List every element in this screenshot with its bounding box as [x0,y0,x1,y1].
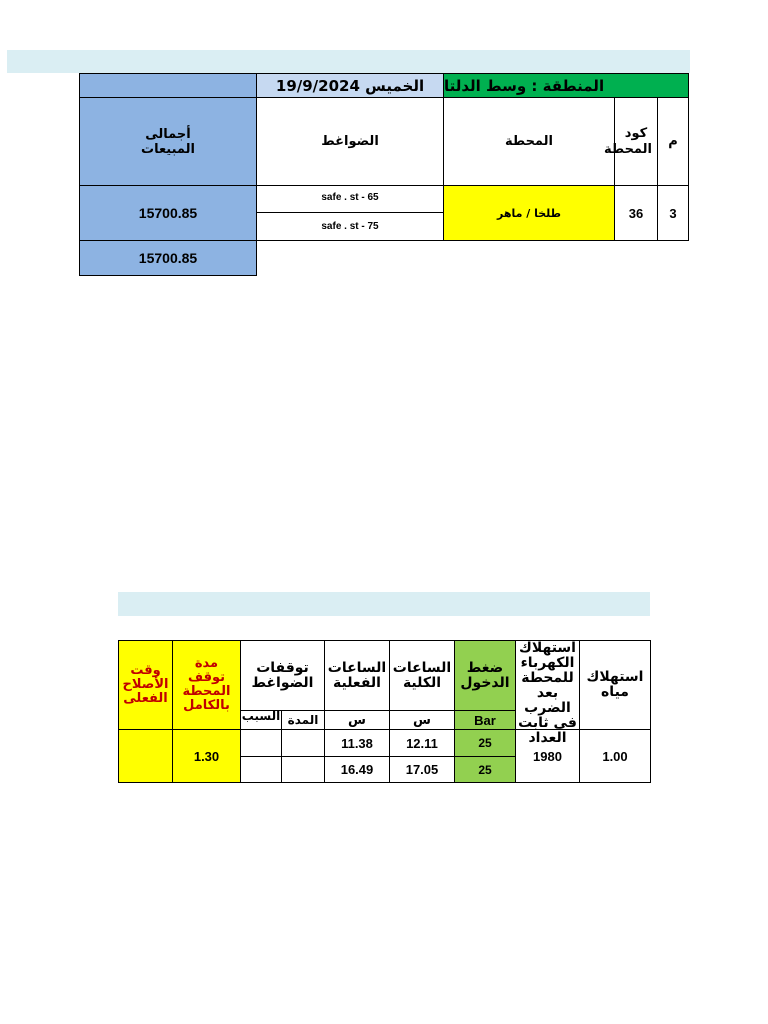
header-actual-hours: الساعات الفعلية [324,640,390,711]
header-total-hours: الساعات الكلية [389,640,455,711]
total-sales-value: 15700.85 [79,185,257,241]
pump-stop-reason-1 [240,729,282,757]
inlet-pressure-2: 25 [454,756,516,783]
header-electricity: استهلاك الكهرباء للمحطة بعد الضرب فى ثابت العداد [515,640,580,730]
pump-stop-duration-2 [281,756,325,783]
actual-hours-1: 11.38 [324,729,390,757]
electricity-value: 1980 [515,729,580,783]
station-code-value: 36 [614,185,658,241]
header-inlet-pressure: ضغط الدخول [454,640,516,711]
header-total-sales: أجمالى المبيعات [79,97,257,186]
serial-value: 3 [657,185,689,241]
header-station-code: كود المحطة [614,97,658,186]
unit-actual-hours: س [324,710,390,730]
middle-band [118,592,650,616]
station-name: طلخا / ماهر [443,185,615,241]
unit-inlet-pressure: Bar [454,710,516,730]
header-repair-time: وقت الأصلاح الفعلى [118,640,173,730]
header-full-stop: مدة توقف المحطة بالكامل [172,640,241,730]
header-station: المحطة [443,97,615,186]
unit-total-hours: س [389,710,455,730]
title-blank-cell [79,73,257,98]
water-value: 1.00 [579,729,651,783]
header-water: استهلاك مياه [579,640,651,730]
top-band [7,50,690,73]
total-hours-2: 17.05 [389,756,455,783]
pump-stop-reason-2 [240,756,282,783]
header-serial: م [657,97,689,186]
header-pump-stops-reason: السبب [240,710,282,730]
pump-1: safe . st - 65 [256,185,444,213]
grand-total-value: 15700.85 [79,240,257,276]
inlet-pressure-1: 25 [454,729,516,757]
header-pump-stops: توقفات الضواغط [240,640,325,711]
pump-2: safe . st - 75 [256,212,444,241]
pump-stop-duration-1 [281,729,325,757]
report-date: الخميس 19/9/2024 [256,73,444,98]
header-pumps: الضواغط [256,97,444,186]
total-hours-1: 12.11 [389,729,455,757]
actual-hours-2: 16.49 [324,756,390,783]
full-stop-value: 1.30 [172,729,241,783]
region-title: المنطقة : وسط الدلتا [443,73,689,98]
repair-time-value [118,729,173,783]
header-pump-stops-duration: المدة [281,710,325,730]
